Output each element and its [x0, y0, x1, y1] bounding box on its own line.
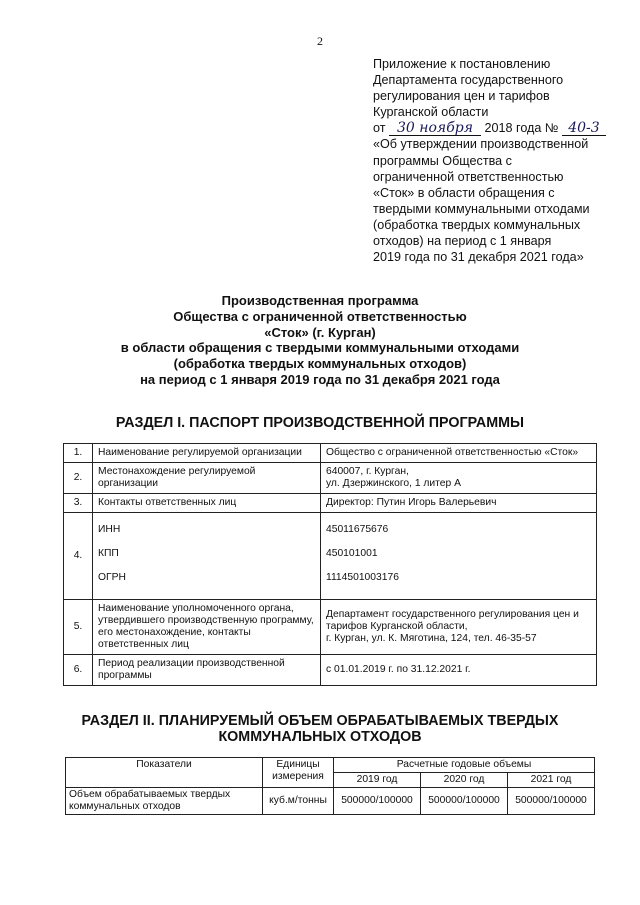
- row-label: Контакты ответственных лиц: [93, 494, 321, 513]
- kpp-value: 450101001: [326, 548, 378, 559]
- section-2-heading: [0, 713, 640, 745]
- row-label: Наименование регулируемой организации: [93, 444, 321, 463]
- title-line: Общества с ограниченной ответственностью: [173, 308, 467, 324]
- value-line: ул. Дзержинского, 1 литер А: [326, 478, 461, 489]
- inn-value: 45011675676: [326, 524, 389, 535]
- title-line: в области обращения с твердыми коммунальными отходами: [120, 340, 520, 356]
- row-number: 5.: [64, 600, 93, 655]
- appendix-line: программы Общества с: [373, 153, 512, 168]
- value-2021: 500000/100000: [508, 788, 595, 815]
- row-number: 3.: [64, 494, 93, 513]
- appendix-line: регулирования цен и тарифов: [373, 89, 550, 104]
- ogrn-label: ОГРН: [98, 572, 126, 583]
- row-label: Период реализации производственной программы: [93, 655, 321, 686]
- table-row: [66, 788, 595, 815]
- appendix-line: «Сток» в области обращения с: [373, 185, 555, 200]
- appendix-line: Приложение к постановлению: [373, 57, 551, 71]
- header-year: 2019 год: [334, 773, 421, 788]
- value-line: Департамент государственного регулирования цен и тарифов Курганской области,: [326, 609, 579, 632]
- handwritten-number: 40-3: [562, 122, 606, 136]
- indicator-cell: Объем обрабатываемых твердых коммунальных отходов: [66, 788, 263, 815]
- table-header-row: [66, 758, 595, 773]
- header-indicators: Показатели: [66, 758, 263, 788]
- appendix-line: «Об утверждении производственной: [373, 137, 589, 152]
- page-number: 2: [317, 34, 323, 48]
- row-value: Директор: Путин Игорь Валерьевич: [321, 494, 597, 513]
- ogrn-value: 1114501003176: [326, 572, 399, 583]
- handwritten-date: 30 ноября: [389, 122, 481, 136]
- value-line: 640007, г. Курган,: [326, 466, 409, 477]
- title-line: (обработка твердых коммунальных отходов): [173, 356, 467, 372]
- volume-table: [65, 757, 595, 815]
- appendix-line: 2019 года по 31 декабря 2021 года»: [373, 250, 584, 265]
- row-value: Общество с ограниченной ответственностью «Сток»: [321, 444, 597, 463]
- row-value: [321, 600, 597, 655]
- row-value: [321, 513, 597, 600]
- table-row: [64, 494, 597, 513]
- row-number: 4.: [64, 513, 93, 600]
- document-title: [0, 293, 640, 388]
- table-row: [64, 600, 597, 655]
- header-units: Единицы измерения: [263, 758, 334, 788]
- row-number: 1.: [64, 444, 93, 463]
- from-prefix: от: [373, 121, 386, 136]
- row-number: 2.: [64, 463, 93, 494]
- year-text: 2018 года №: [484, 121, 559, 136]
- appendix-line: твердыми коммунальными отходами: [373, 201, 590, 216]
- header-year: 2021 год: [508, 773, 595, 788]
- table-row: [64, 655, 597, 686]
- value-line: г. Курган, ул. К. Мяготина, 124, тел. 46-35-57: [326, 633, 537, 644]
- passport-table: [63, 443, 597, 686]
- table-row: [64, 513, 597, 600]
- appendix-line: Департамента государственного: [373, 73, 564, 88]
- row-value: с 01.01.2019 г. по 31.12.2021 г.: [321, 655, 597, 686]
- unit-cell: куб.м/тонны: [263, 788, 334, 815]
- appendix-line: ограниченной ответственностью: [373, 169, 564, 184]
- title-line: Производственная программа: [221, 293, 419, 308]
- row-label: Местонахождение регулируемой организации: [93, 463, 321, 494]
- table-row: [64, 444, 597, 463]
- heading-line: КОММУНАЛЬНЫХ ОТХОДОВ: [218, 729, 422, 745]
- section-1-heading: РАЗДЕЛ I. ПАСПОРТ ПРОИЗВОДСТВЕННОЙ ПРОГРАММЫ: [115, 415, 525, 431]
- inn-label: ИНН: [98, 524, 121, 535]
- appendix-line: (обработка твердых коммунальных: [373, 217, 581, 232]
- appendix-date-line: [373, 120, 623, 136]
- appendix-block: [373, 56, 623, 265]
- title-line: на период с 1 января 2019 года по 31 декабря 2021 года: [140, 371, 500, 387]
- row-value: [321, 463, 597, 494]
- heading-line: РАЗДЕЛ II. ПЛАНИРУЕМЫЙ ОБЪЕМ ОБРАБАТЫВАЕМЫХ ТВЕРДЫХ: [81, 713, 559, 729]
- row-label: [93, 513, 321, 600]
- value-2019: 500000/100000: [334, 788, 421, 815]
- value-2020: 500000/100000: [421, 788, 508, 815]
- title-line: «Сток» (г. Курган): [264, 324, 376, 340]
- row-number: 6.: [64, 655, 93, 686]
- header-annual: Расчетные годовые объемы: [334, 758, 595, 773]
- header-year: 2020 год: [421, 773, 508, 788]
- appendix-line: отходов) на период с 1 января: [373, 234, 552, 249]
- kpp-label: КПП: [98, 548, 119, 559]
- row-label: Наименование уполномоченного органа, утвердившего производственную программу, его местонахождение, контакты ответственных лиц: [93, 600, 321, 655]
- table-row: [64, 463, 597, 494]
- appendix-line: Курганской области: [373, 105, 489, 120]
